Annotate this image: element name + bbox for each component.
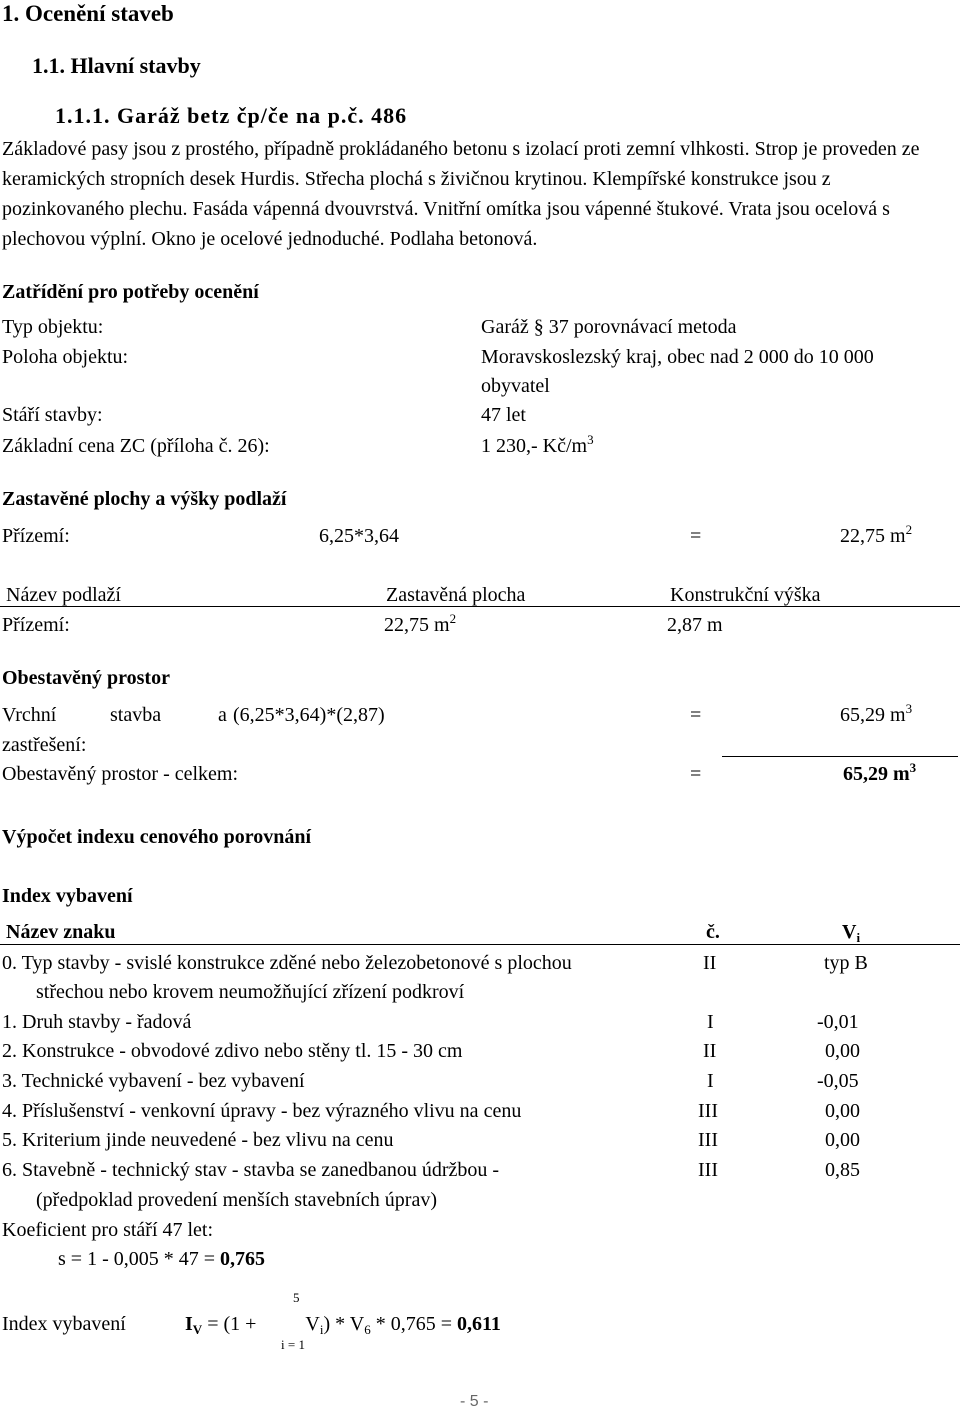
object-location-label: Poloha objektu: [2, 346, 129, 368]
floor-table-row-area: 22,75 $m^2$ [384, 611, 457, 636]
index-row-6-name-cont: (předpoklad provedení menších stavebních úprav) [36, 1189, 437, 1211]
index-row-1-name: 1. Druh stavby - řadová [2, 1011, 192, 1033]
volume-result: 65,29 $m^3$ [840, 701, 913, 726]
floor-table-header-name: Název podlaží [6, 584, 121, 606]
floor-table-row-name: Přízemí: [2, 614, 70, 636]
index-subtitle: Index vybavení [2, 885, 133, 907]
index-row-6-name: 6. Stavebně - technický stav - stavba se zanedbanou údržbou - [2, 1159, 500, 1181]
floor-table-header-area: Zastavěná plocha [386, 584, 526, 606]
building-description: Základové pasy jsou z prostého, případně prokládaného betonu s izolací proti zemní vlhkosti. Strop je proveden ze keramických stropních desek Hurdis. Střecha plochá s živičnou krytinou. Klempířské konstrukce jsou z pozinkovaného plechu. Fasáda vápenná dvouvrstvá. Vnitřní omítka jsou vápenné štukové. Vrata jsou ocelová s plechovou výplní. Okno je ocelové jednoduché. Podlaha betonová. [2, 138, 920, 250]
index-header-value: $V_i$ [842, 921, 861, 945]
volume-title: Obestavěný prostor [2, 667, 170, 689]
areas-title: Zastavěné plochy a výšky podlaží [2, 488, 287, 510]
equipment-index-formula: $I_V = (1 + V_i) * V_6 * 0,765 = 0,611$ [185, 1313, 501, 1337]
heading-level-2: 1.1. Hlavní stavby [32, 53, 201, 78]
object-location-value-cont: obyvatel [481, 375, 550, 397]
floor-table-row-height: 2,87 m [667, 614, 723, 636]
building-age-label: Stáří stavby: [2, 404, 103, 426]
area-row-equals: = [690, 525, 702, 547]
sum-lower-limit: i = 1 [281, 1337, 305, 1352]
index-row-3-value: -0,05 [817, 1070, 859, 1092]
index-row-0-name-cont: střechou nebo krovem neumožňující zřízení podkroví [36, 981, 465, 1003]
index-row-5-number: III [698, 1129, 718, 1151]
age-coefficient-label: Koeficient pro stáří 47 let: [2, 1219, 214, 1241]
index-row-2-name: 2. Konstrukce - obvodové zdivo nebo stěny tl. 15 - 30 cm [2, 1040, 463, 1062]
index-row-2-number: II [703, 1040, 717, 1062]
index-row-3-number: I [707, 1070, 714, 1092]
base-price-label: Základní cena ZC (příloha č. 26): [2, 435, 270, 457]
index-row-4-value: 0,00 [825, 1100, 860, 1122]
volume-equals: = [690, 704, 702, 726]
index-row-2-value: 0,00 [825, 1040, 860, 1062]
index-row-3-name: 3. Technické vybavení - bez vybavení [2, 1070, 305, 1092]
object-type-value: Garáž § 37 porovnávací metoda [481, 316, 737, 338]
index-header-divider [0, 944, 960, 945]
index-row-5-value: 0,00 [825, 1129, 860, 1151]
area-row-result: 22,75 $m^2$ [840, 522, 913, 547]
index-row-0-name: 0. Typ stavby - svislé konstrukce zděné nebo železobetonové s plochou [2, 952, 572, 974]
volume-total-equals: = [690, 763, 702, 785]
index-row-6-value: 0,85 [825, 1159, 860, 1181]
object-type-label: Typ objektu: [2, 316, 104, 338]
index-row-6-number: III [698, 1159, 718, 1181]
sum-upper-limit: 5 [293, 1290, 300, 1305]
index-row-5-name: 5. Kriterium jinde neuvedené - bez vlivu na cenu [2, 1129, 394, 1151]
equipment-index-label: Index vybavení [2, 1313, 126, 1335]
index-header-number: č. [706, 921, 720, 943]
index-title: Výpočet indexu cenového porovnání [2, 826, 312, 848]
volume-label-word1: Vrchní [2, 704, 57, 726]
index-row-1-number: I [707, 1011, 714, 1033]
page-number: - 5 - [460, 1393, 489, 1410]
area-row-formula: 6,25*3,64 [319, 525, 399, 547]
index-row-0-value: typ B [824, 952, 868, 974]
volume-formula: (6,25*3,64)*(2,87) [233, 704, 385, 726]
volume-label-word2: stavba [110, 704, 162, 726]
volume-total-label: Obestavěný prostor - celkem: [2, 763, 239, 785]
volume-label-word4: zastřešení: [2, 734, 87, 756]
age-coefficient-result: 0,765 [220, 1248, 266, 1270]
floor-table-header-height: Konstrukční výška [670, 584, 821, 606]
floor-table-divider [0, 606, 960, 607]
base-price-value: 1 230,- $Kč/m^3$ [481, 432, 594, 457]
heading-level-1: 1. Ocenění staveb [2, 1, 174, 26]
volume-label-word3: a [218, 704, 227, 726]
index-row-4-number: III [698, 1100, 718, 1122]
classification-title: Zatřídění pro potřeby ocenění [2, 281, 259, 303]
area-row-label: Přízemí: [2, 525, 70, 547]
object-location-value: Moravskoslezský kraj, obec nad 2 000 do 10 000 [481, 346, 874, 368]
equipment-index-result: 0,611 [457, 1313, 501, 1335]
heading-level-3: 1.1.1. Garáž betz čp/če na p.č. 486 [55, 103, 408, 128]
index-row-4-name: 4. Příslušenství - venkovní úpravy - bez výrazného vlivu na cenu [2, 1100, 522, 1122]
age-coefficient-formula: s = 1 - 0,005 * 47 = 0,765 [58, 1248, 266, 1270]
index-row-0-number: II [703, 952, 717, 974]
volume-total-result: 65,29 $m^3$ [843, 760, 917, 785]
building-age-value: 47 let [481, 404, 526, 426]
volume-total-underline [722, 756, 958, 757]
index-header-name: Název znaku [6, 921, 116, 943]
index-row-1-value: -0,01 [817, 1011, 859, 1033]
